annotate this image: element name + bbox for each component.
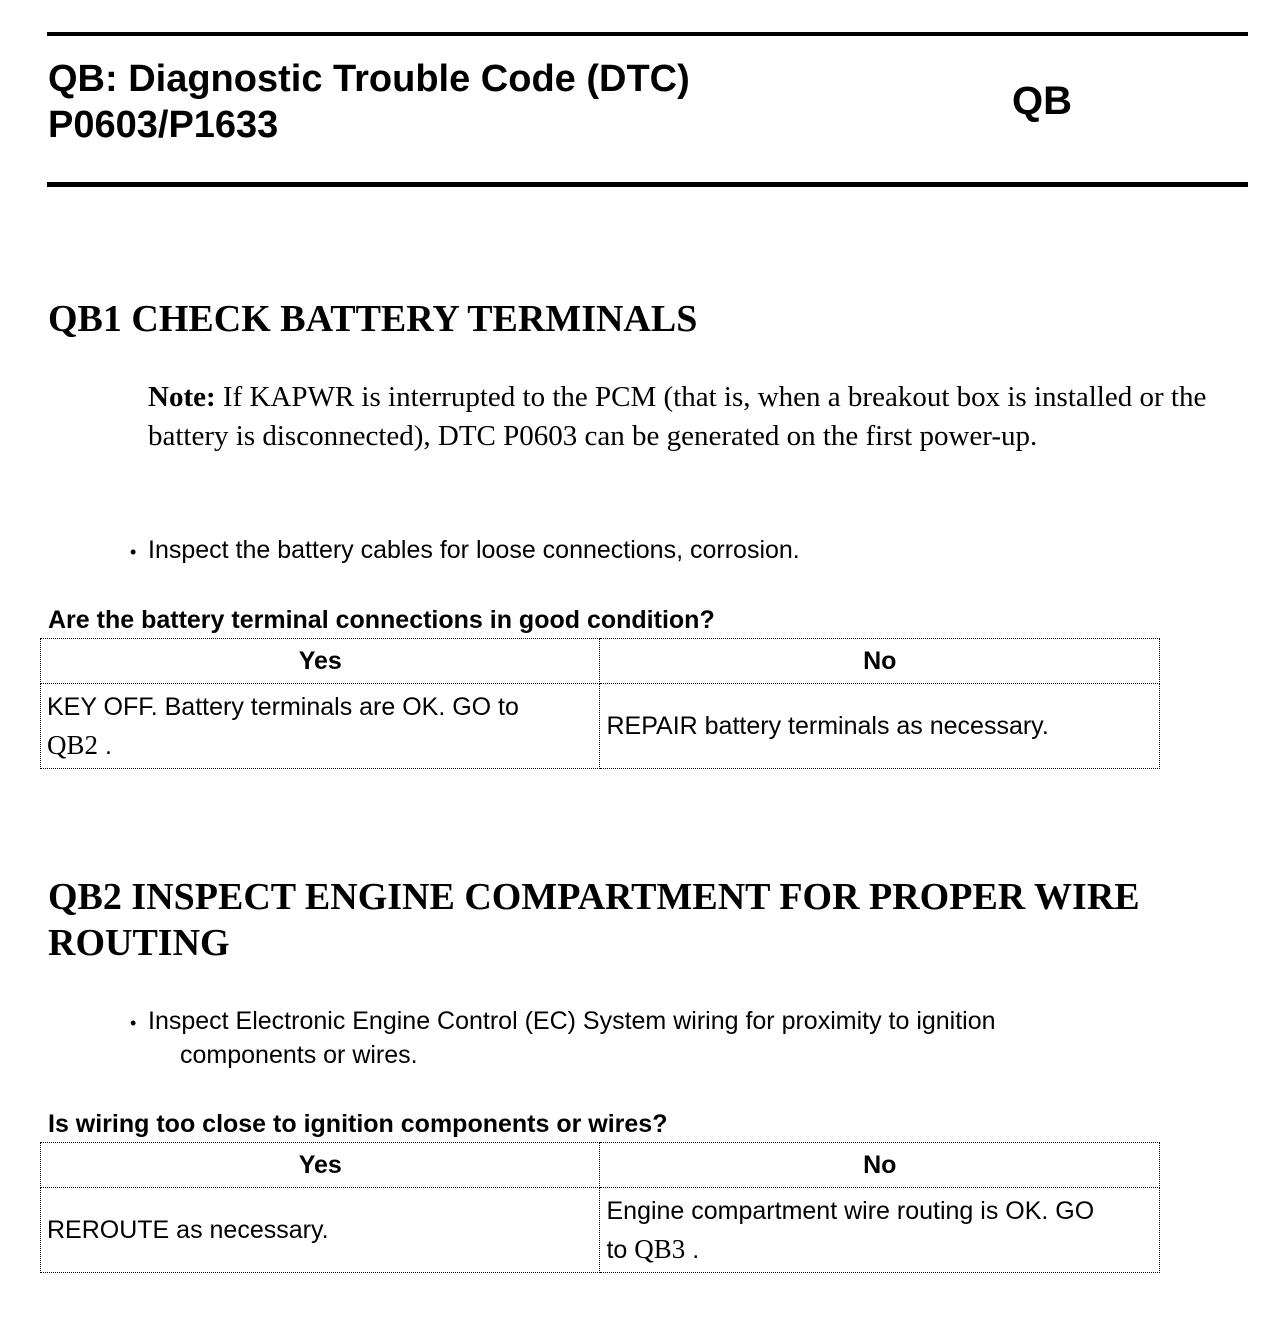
- yes-cell-suffix: .: [98, 731, 112, 760]
- question-qb2: Is wiring too close to ignition components or wires?: [48, 1110, 668, 1138]
- yes-header: Yes: [41, 1143, 600, 1188]
- section-heading-qb2-line1: QB2 INSPECT ENGINE COMPARTMENT FOR PROPER WIRE: [48, 876, 1140, 918]
- note-label: Note:: [148, 381, 216, 413]
- decision-table-qb2: [40, 1142, 1160, 1273]
- no-cell-text: Engine compartment wire routing is OK. GO: [606, 1196, 1095, 1225]
- yes-cell: REROUTE as necessary.: [41, 1188, 600, 1273]
- table-header-row: [41, 639, 1160, 684]
- bullet-text: Inspect Electronic Engine Control (EC) System wiring for proximity to ignition: [148, 1007, 996, 1035]
- yes-cell-text: KEY OFF. Battery terminals are OK. GO to: [47, 692, 519, 721]
- yes-header: Yes: [41, 639, 600, 684]
- no-cell: REPAIR battery terminals as necessary.: [600, 684, 1160, 769]
- no-header: No: [600, 1143, 1160, 1188]
- goto-qb3-link[interactable]: QB3: [634, 1233, 686, 1264]
- bullet-qb1: [130, 534, 1130, 568]
- section-heading-qb1: QB1 CHECK BATTERY TERMINALS: [48, 298, 698, 340]
- header-top-rule: [47, 32, 1248, 36]
- no-cell: [600, 1188, 1160, 1273]
- page-title-line1: QB: Diagnostic Trouble Code (DTC): [48, 58, 690, 100]
- no-cell-text-2: to: [606, 1235, 635, 1264]
- decision-table-qb1: [40, 638, 1160, 769]
- no-cell-suffix: .: [685, 1235, 700, 1264]
- no-header: No: [600, 639, 1160, 684]
- bullet-text: Inspect the battery cables for loose connections, corrosion.: [148, 536, 800, 564]
- section-heading-qb2: [48, 874, 1140, 966]
- table-row: [41, 684, 1160, 769]
- note-qb1: [148, 378, 1248, 456]
- goto-qb2-link[interactable]: QB2: [47, 729, 99, 760]
- bullet-text-continued: components or wires.: [180, 1041, 418, 1069]
- bullet-qb2: [130, 1005, 1130, 1071]
- bullet-dot-icon: •: [130, 542, 137, 562]
- table-row: [41, 1188, 1160, 1273]
- yes-cell: [41, 684, 600, 769]
- note-text: If KAPWR is interrupted to the PCM (that is, when a breakout box is installed or the battery is disconnected), DTC P0603 can be generated on the first power-up.: [148, 381, 1207, 452]
- table-header-row: [41, 1143, 1160, 1188]
- section-code: QB: [1012, 79, 1072, 123]
- section-heading-qb2-line2: ROUTING: [48, 922, 230, 964]
- page-title: [48, 56, 948, 148]
- header-bottom-rule: [47, 182, 1248, 187]
- bullet-dot-icon: •: [130, 1013, 137, 1033]
- question-qb1: Are the battery terminal connections in good condition?: [48, 606, 715, 634]
- page-title-line2: P0603/P1633: [48, 104, 279, 146]
